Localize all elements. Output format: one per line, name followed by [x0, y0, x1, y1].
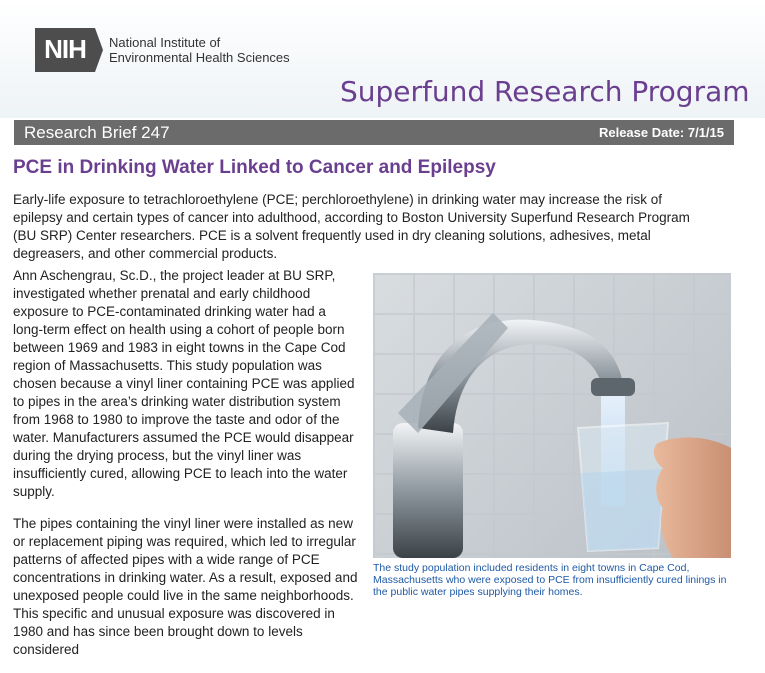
- article-headline: PCE in Drinking Water Linked to Cancer and Epilepsy: [13, 157, 496, 178]
- faucet-illustration: [373, 273, 731, 558]
- org-name-line2: Environmental Health Sciences: [109, 49, 290, 65]
- nih-logo: [35, 27, 290, 72]
- nih-logo-chevron: [95, 28, 103, 72]
- program-title: Superfund Research Program: [340, 75, 750, 108]
- research-brief-bar: [14, 120, 734, 145]
- article-body: [13, 267, 359, 673]
- body-paragraph-2: The pipes containing the vinyl liner were installed as new or replacement piping was required, which led to irregular patterns of affected pipes with a wide range of PCE concentrations in drinking water. As a result, exposed and unexposed people could live in the same neighborhoods. This specific and unusual exposure was discovered in 1980 and has since been brought down to levels considered: [13, 516, 358, 657]
- release-date: Release Date: 7/1/15: [598, 125, 724, 140]
- faucet-photo: [373, 273, 731, 558]
- org-name: [109, 35, 290, 65]
- org-name-line1: National Institute of: [109, 34, 221, 50]
- body-paragraph-1: Ann Aschengrau, Sc.D., the project leader at BU SRP, investigated whether prenatal and early childhood exposure to PCE-contaminated drinking water had a long-term effect on health using a cohort of people born between 1969 and 1983 in eight towns in the Cape Cod region of Massachusetts. This study population was chosen because a vinyl liner containing PCE was applied to pipes in the area’s drinking water distribution system from 1968 to 1980 to improve the taste and odor of the water. Manufacturers assumed the PCE would disappear during the drying process, but the vinyl liner was insufficiently cured, allowing PCE to leach into the water supply.: [13, 268, 355, 499]
- research-brief-number: Research Brief 247: [24, 122, 170, 142]
- spout-head: [591, 378, 635, 396]
- photo-caption: The study population included residents in eight towns in Cape Cod, Massachusetts who were exposed to PCE from insufficiently cured linings in the public water pipes supplying their homes.: [373, 562, 727, 598]
- hand: [654, 438, 731, 558]
- faucet-body: [393, 423, 463, 558]
- glass-water: [581, 469, 665, 551]
- article-intro: Early-life exposure to tetrachloroethylene (PCE; perchloroethylene) in drinking water may increase the risk of epilepsy and certain types of cancer into adulthood, according to Boston University Superfund Research Program (BU SRP) Center researchers. PCE is a solvent frequently used in dry cleaning solutions, adhesives, metal degreasers, and other commercial products.: [13, 192, 690, 261]
- nih-logo-mark: NIH: [35, 28, 95, 72]
